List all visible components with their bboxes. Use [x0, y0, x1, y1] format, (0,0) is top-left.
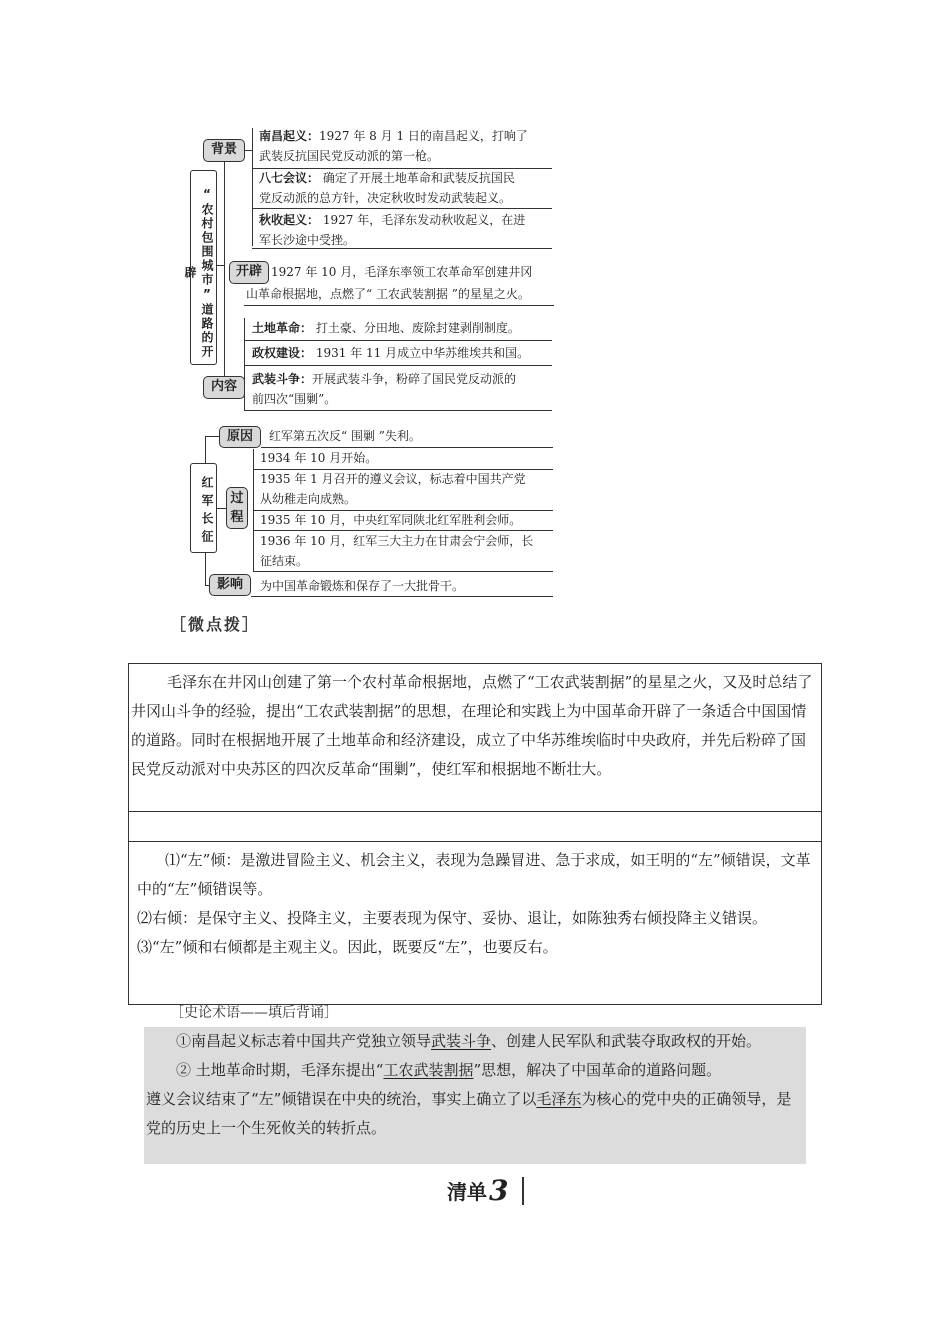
item-process-4: 1936 年 10 月，红军三大主力在甘肃会宁会师，长 [260, 534, 534, 548]
item-process-3: 1935 年 10 月，中央红军同陕北红军胜利会师。 [260, 513, 522, 527]
tip-header: ［微点拨］ [170, 615, 261, 634]
diagram2-title: 红军长征 [190, 463, 217, 553]
terms-header: ［史论术语——填后背诵］ [170, 1005, 338, 1021]
item-start-cont: 山革命根据地，点燃了“ 工农武装割据 ”的星星之火。 [246, 287, 530, 301]
terms-block [144, 1027, 806, 1164]
item-nanchang-cont: 武装反抗国民党反动派的第一枪。 [259, 149, 440, 163]
item-baqi: 八七会议： 确定了开展土地革命和武装反抗国民 [259, 171, 515, 185]
item-nanchang: 南昌起义：1927 年 8 月 1 日的南昌起义，打响了 [259, 129, 528, 143]
item-land: 土地革命： 打土豪、分田地、废除封建剥削制度。 [252, 321, 520, 335]
tag-process: 过程 [226, 487, 248, 529]
diagram1-title: “农村包围城市”道路的开辟 [190, 170, 217, 365]
item-qiushou-cont: 军长沙途中受挫。 [259, 233, 356, 247]
tag-cause: 原因 [219, 426, 261, 448]
item-process-4-cont: 征结束。 [260, 554, 309, 568]
item-cause: 红军第五次反“ 围剿 ”失利。 [269, 429, 421, 443]
item-arm: 武装斗争：开展武装斗争，粉碎了国民党反动派的 [252, 372, 517, 386]
tag-background: 背景 [203, 139, 245, 162]
left-deviation-text: ⑴“左”倾：是激进冒险主义、机会主义，表现为急躁冒进、急于求成，如王明的“左”倾错误，文革中的“左”倾错误等。 [137, 851, 811, 898]
item-process-2-cont: 从幼稚走向成熟。 [260, 492, 357, 506]
item-baqi-cont: 党反动派的总方针，决定秋收时发动武装起义。 [259, 191, 512, 205]
footer-number: 3 [489, 1174, 509, 1207]
tag-start: 开辟 [229, 261, 269, 284]
item-process-2: 1935 年 1 月召开的遵义会议，标志着中国共产党 [260, 472, 526, 486]
item-impact: 为中国革命锻炼和保存了一大批骨干。 [260, 579, 465, 593]
summary-text: 毛泽东在井冈山创建了第一个农村革命根据地，点燃了“工农武装割据”的星星之火，又及时总结了井冈山斗争的经验，提出“工农武装割据”的思想，在理论和实践上为中国革命开辟了一条适合中国国情的道路。同时在根据地开展了土地革命和经济建设，成立了中华苏维埃临时中央政府，并先后粉碎了国民党反动派对中央苏区的四次反革命“围剿”，使红军和根据地不断壮大。 [131, 673, 813, 778]
footer-divider [522, 1177, 524, 1205]
term-1: ①南昌起义标志着中国共产党独立领导武装斗争、创建人民军队和武装夺取政权的开始。 [176, 1032, 762, 1050]
summary-box [128, 663, 822, 812]
deviation-box [128, 841, 822, 1005]
item-process-1: 1934 年 10 月开始。 [260, 451, 378, 465]
item-start: 1927 年 10 月，毛泽东率领工农革命军创建井冈 [271, 265, 533, 279]
right-deviation-text: ⑵右倾：是保守主义、投降主义，主要表现为保守、妥协、退让，如陈独秀右倾投降主义错误。 [137, 909, 768, 927]
section-footer [447, 1174, 524, 1214]
term-3: 遵义会议结束了“左”倾错误在中央的统治，事实上确立了以毛泽东为核心的党中央的正确领导，是党的历史上一个生死攸关的转折点。 [146, 1090, 792, 1137]
tag-content: 内容 [203, 376, 245, 399]
empty-row [128, 811, 822, 842]
tag-impact: 影响 [209, 574, 251, 596]
term-2: ② 土地革命时期，毛泽东提出“工农武装割据”思想，解决了中国革命的道路问题。 [176, 1061, 722, 1079]
item-arm-cont: 前四次“围剿”。 [252, 392, 337, 406]
item-qiushou: 秋收起义： 1927 年，毛泽东发动秋收起义，在进 [259, 213, 526, 227]
item-gov: 政权建设： 1931 年 11 月成立中华苏维埃共和国。 [252, 346, 530, 360]
subjectivism-text: ⑶“左”倾和右倾都是主观主义。因此，既要反“左”，也要反右。 [137, 938, 558, 956]
footer-label: 清单 [447, 1180, 487, 1204]
